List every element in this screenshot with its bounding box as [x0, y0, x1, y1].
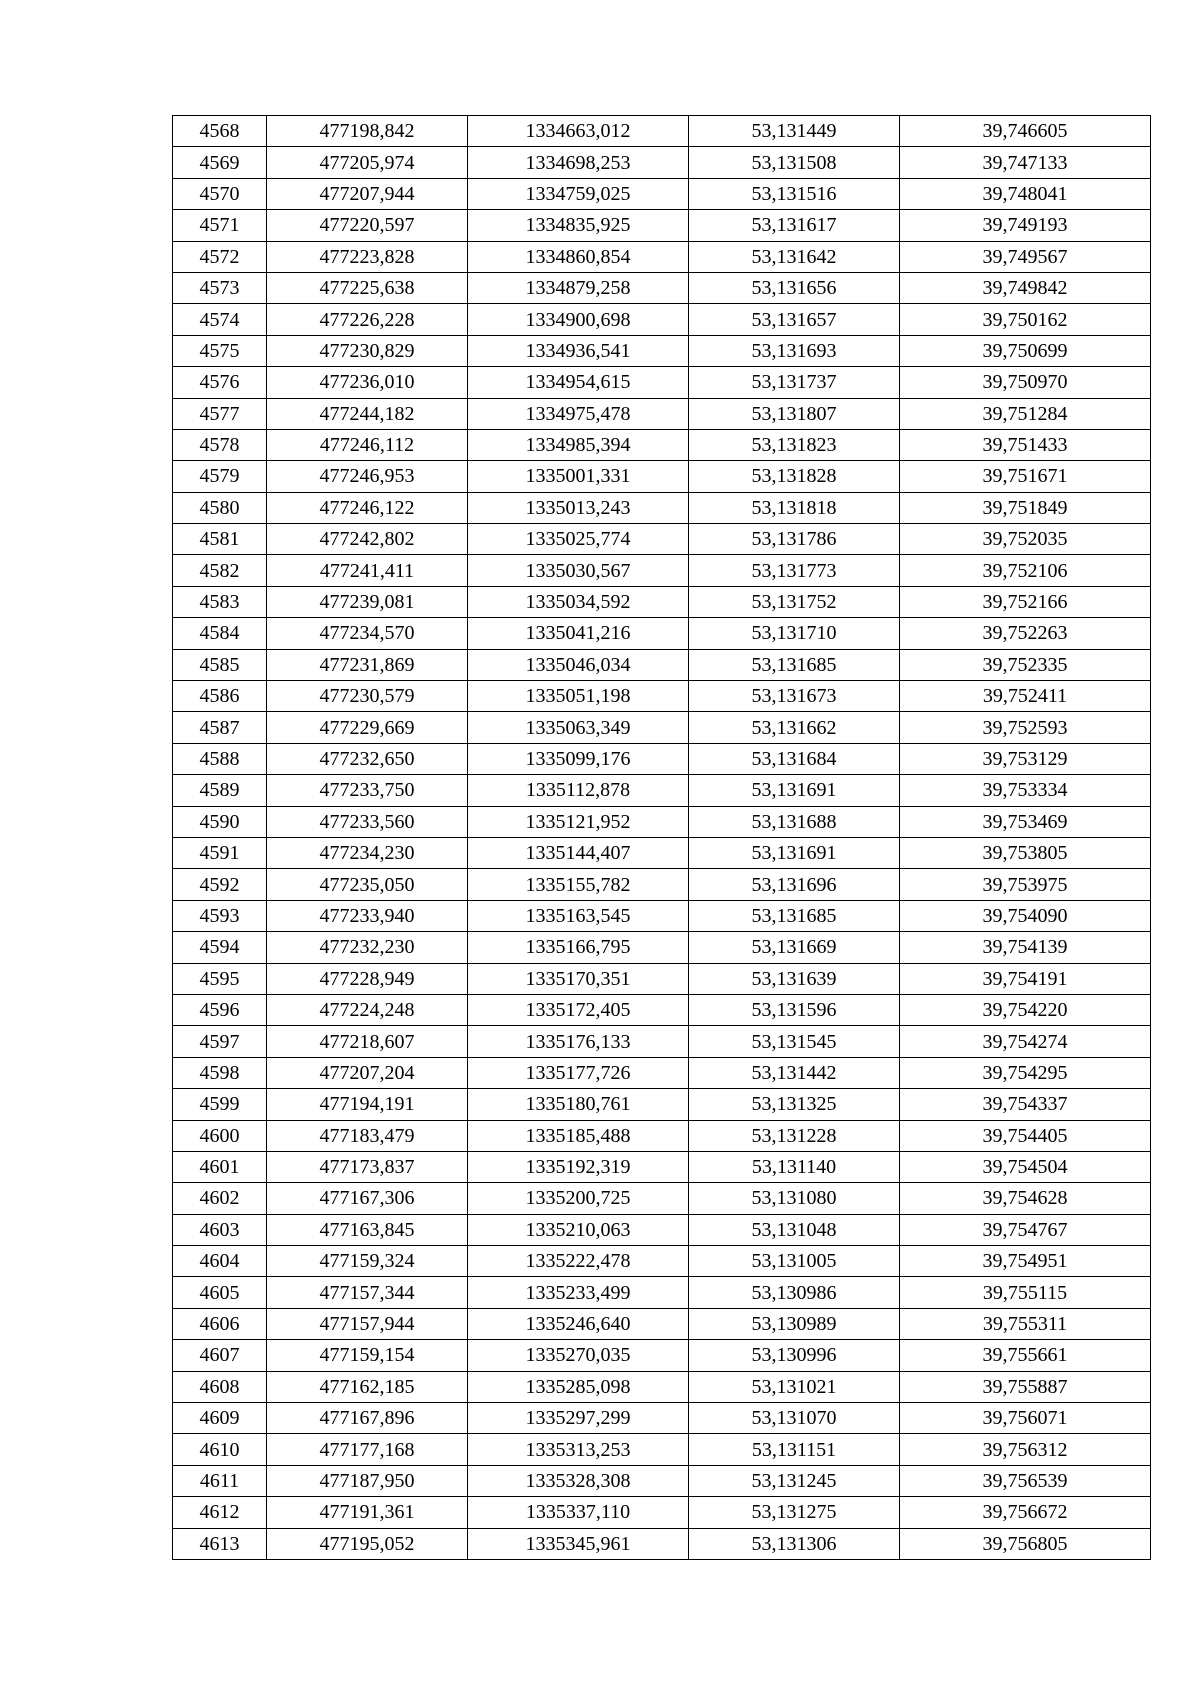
latitude-cell: 53,131828: [689, 461, 900, 492]
table-row: [173, 492, 1151, 523]
latitude-cell: 53,131508: [689, 147, 900, 178]
longitude-cell: 39,752035: [900, 524, 1151, 555]
x-coordinate-cell: 477229,669: [267, 712, 468, 743]
longitude-cell: 39,755887: [900, 1371, 1151, 1402]
x-coordinate-cell: 477231,869: [267, 649, 468, 680]
point-number-cell: 4595: [173, 963, 267, 994]
x-coordinate-cell: 477233,940: [267, 900, 468, 931]
latitude-cell: 53,131596: [689, 994, 900, 1025]
latitude-cell: 53,131657: [689, 304, 900, 335]
y-coordinate-cell: 1335170,351: [468, 963, 689, 994]
longitude-cell: 39,754274: [900, 1026, 1151, 1057]
longitude-cell: 39,754220: [900, 994, 1151, 1025]
longitude-cell: 39,754337: [900, 1089, 1151, 1120]
longitude-cell: 39,752593: [900, 712, 1151, 743]
longitude-cell: 39,754767: [900, 1214, 1151, 1245]
point-number-cell: 4610: [173, 1434, 267, 1465]
point-number-cell: 4606: [173, 1308, 267, 1339]
y-coordinate-cell: 1335063,349: [468, 712, 689, 743]
table-row: [173, 712, 1151, 743]
y-coordinate-cell: 1335121,952: [468, 806, 689, 837]
point-number-cell: 4568: [173, 116, 267, 147]
point-number-cell: 4612: [173, 1497, 267, 1528]
table-row: [173, 272, 1151, 303]
point-number-cell: 4613: [173, 1528, 267, 1559]
point-number-cell: 4581: [173, 524, 267, 555]
latitude-cell: 53,131516: [689, 178, 900, 209]
x-coordinate-cell: 477241,411: [267, 555, 468, 586]
latitude-cell: 53,131449: [689, 116, 900, 147]
longitude-cell: 39,754139: [900, 932, 1151, 963]
coordinates-table-body: [173, 116, 1151, 1560]
longitude-cell: 39,756539: [900, 1465, 1151, 1496]
longitude-cell: 39,750162: [900, 304, 1151, 335]
latitude-cell: 53,131752: [689, 586, 900, 617]
x-coordinate-cell: 477234,570: [267, 618, 468, 649]
x-coordinate-cell: 477230,829: [267, 335, 468, 366]
point-number-cell: 4586: [173, 681, 267, 712]
table-row: [173, 618, 1151, 649]
latitude-cell: 53,131696: [689, 869, 900, 900]
coordinates-table: [172, 115, 1151, 1560]
latitude-cell: 53,131140: [689, 1151, 900, 1182]
x-coordinate-cell: 477162,185: [267, 1371, 468, 1402]
latitude-cell: 53,131691: [689, 775, 900, 806]
latitude-cell: 53,131228: [689, 1120, 900, 1151]
table-row: [173, 116, 1151, 147]
point-number-cell: 4576: [173, 367, 267, 398]
longitude-cell: 39,748041: [900, 178, 1151, 209]
table-row: [173, 586, 1151, 617]
y-coordinate-cell: 1334954,615: [468, 367, 689, 398]
y-coordinate-cell: 1334698,253: [468, 147, 689, 178]
x-coordinate-cell: 477224,248: [267, 994, 468, 1025]
latitude-cell: 53,131325: [689, 1089, 900, 1120]
x-coordinate-cell: 477246,953: [267, 461, 468, 492]
point-number-cell: 4584: [173, 618, 267, 649]
longitude-cell: 39,753975: [900, 869, 1151, 900]
y-coordinate-cell: 1335222,478: [468, 1246, 689, 1277]
y-coordinate-cell: 1335163,545: [468, 900, 689, 931]
longitude-cell: 39,751671: [900, 461, 1151, 492]
x-coordinate-cell: 477233,560: [267, 806, 468, 837]
longitude-cell: 39,755115: [900, 1277, 1151, 1308]
latitude-cell: 53,131786: [689, 524, 900, 555]
table-row: [173, 1340, 1151, 1371]
latitude-cell: 53,131685: [689, 900, 900, 931]
longitude-cell: 39,754504: [900, 1151, 1151, 1182]
table-row: [173, 1403, 1151, 1434]
table-row: [173, 367, 1151, 398]
table-row: [173, 1528, 1151, 1559]
longitude-cell: 39,755661: [900, 1340, 1151, 1371]
longitude-cell: 39,749567: [900, 241, 1151, 272]
table-row: [173, 1151, 1151, 1182]
x-coordinate-cell: 477195,052: [267, 1528, 468, 1559]
y-coordinate-cell: 1335328,308: [468, 1465, 689, 1496]
x-coordinate-cell: 477177,168: [267, 1434, 468, 1465]
point-number-cell: 4611: [173, 1465, 267, 1496]
x-coordinate-cell: 477239,081: [267, 586, 468, 617]
x-coordinate-cell: 477235,050: [267, 869, 468, 900]
table-row: [173, 1308, 1151, 1339]
x-coordinate-cell: 477159,154: [267, 1340, 468, 1371]
latitude-cell: 53,131773: [689, 555, 900, 586]
point-number-cell: 4587: [173, 712, 267, 743]
y-coordinate-cell: 1335155,782: [468, 869, 689, 900]
point-number-cell: 4605: [173, 1277, 267, 1308]
x-coordinate-cell: 477183,479: [267, 1120, 468, 1151]
longitude-cell: 39,753469: [900, 806, 1151, 837]
x-coordinate-cell: 477228,949: [267, 963, 468, 994]
point-number-cell: 4582: [173, 555, 267, 586]
table-row: [173, 1214, 1151, 1245]
x-coordinate-cell: 477226,228: [267, 304, 468, 335]
latitude-cell: 53,131048: [689, 1214, 900, 1245]
latitude-cell: 53,131710: [689, 618, 900, 649]
table-row: [173, 429, 1151, 460]
x-coordinate-cell: 477236,010: [267, 367, 468, 398]
latitude-cell: 53,131684: [689, 743, 900, 774]
latitude-cell: 53,131823: [689, 429, 900, 460]
point-number-cell: 4608: [173, 1371, 267, 1402]
point-number-cell: 4573: [173, 272, 267, 303]
y-coordinate-cell: 1335172,405: [468, 994, 689, 1025]
longitude-cell: 39,751284: [900, 398, 1151, 429]
x-coordinate-cell: 477157,344: [267, 1277, 468, 1308]
y-coordinate-cell: 1335001,331: [468, 461, 689, 492]
y-coordinate-cell: 1335313,253: [468, 1434, 689, 1465]
longitude-cell: 39,746605: [900, 116, 1151, 147]
y-coordinate-cell: 1335013,243: [468, 492, 689, 523]
latitude-cell: 53,130986: [689, 1277, 900, 1308]
table-row: [173, 178, 1151, 209]
table-row: [173, 210, 1151, 241]
y-coordinate-cell: 1335233,499: [468, 1277, 689, 1308]
latitude-cell: 53,131642: [689, 241, 900, 272]
x-coordinate-cell: 477244,182: [267, 398, 468, 429]
x-coordinate-cell: 477187,950: [267, 1465, 468, 1496]
latitude-cell: 53,131669: [689, 932, 900, 963]
longitude-cell: 39,752106: [900, 555, 1151, 586]
longitude-cell: 39,754951: [900, 1246, 1151, 1277]
longitude-cell: 39,752166: [900, 586, 1151, 617]
table-row: [173, 1277, 1151, 1308]
point-number-cell: 4594: [173, 932, 267, 963]
x-coordinate-cell: 477205,974: [267, 147, 468, 178]
y-coordinate-cell: 1335285,098: [468, 1371, 689, 1402]
latitude-cell: 53,130989: [689, 1308, 900, 1339]
longitude-cell: 39,749842: [900, 272, 1151, 303]
table-row: [173, 1497, 1151, 1528]
x-coordinate-cell: 477198,842: [267, 116, 468, 147]
x-coordinate-cell: 477167,306: [267, 1183, 468, 1214]
point-number-cell: 4589: [173, 775, 267, 806]
x-coordinate-cell: 477234,230: [267, 837, 468, 868]
y-coordinate-cell: 1334936,541: [468, 335, 689, 366]
point-number-cell: 4572: [173, 241, 267, 272]
latitude-cell: 53,131818: [689, 492, 900, 523]
longitude-cell: 39,753805: [900, 837, 1151, 868]
y-coordinate-cell: 1334975,478: [468, 398, 689, 429]
latitude-cell: 53,131617: [689, 210, 900, 241]
latitude-cell: 53,131070: [689, 1403, 900, 1434]
table-row: [173, 398, 1151, 429]
longitude-cell: 39,754405: [900, 1120, 1151, 1151]
point-number-cell: 4588: [173, 743, 267, 774]
table-row: [173, 555, 1151, 586]
table-row: [173, 1465, 1151, 1496]
x-coordinate-cell: 477207,204: [267, 1057, 468, 1088]
longitude-cell: 39,751849: [900, 492, 1151, 523]
latitude-cell: 53,131673: [689, 681, 900, 712]
latitude-cell: 53,131080: [689, 1183, 900, 1214]
y-coordinate-cell: 1335025,774: [468, 524, 689, 555]
longitude-cell: 39,754295: [900, 1057, 1151, 1088]
table-row: [173, 869, 1151, 900]
table-row: [173, 304, 1151, 335]
table-row: [173, 1183, 1151, 1214]
latitude-cell: 53,131639: [689, 963, 900, 994]
table-row: [173, 649, 1151, 680]
y-coordinate-cell: 1334879,258: [468, 272, 689, 303]
y-coordinate-cell: 1335297,299: [468, 1403, 689, 1434]
latitude-cell: 53,131275: [689, 1497, 900, 1528]
point-number-cell: 4602: [173, 1183, 267, 1214]
y-coordinate-cell: 1335210,063: [468, 1214, 689, 1245]
y-coordinate-cell: 1335166,795: [468, 932, 689, 963]
point-number-cell: 4583: [173, 586, 267, 617]
x-coordinate-cell: 477220,597: [267, 210, 468, 241]
longitude-cell: 39,753334: [900, 775, 1151, 806]
point-number-cell: 4607: [173, 1340, 267, 1371]
x-coordinate-cell: 477230,579: [267, 681, 468, 712]
x-coordinate-cell: 477232,230: [267, 932, 468, 963]
point-number-cell: 4600: [173, 1120, 267, 1151]
x-coordinate-cell: 477232,650: [267, 743, 468, 774]
longitude-cell: 39,753129: [900, 743, 1151, 774]
y-coordinate-cell: 1335180,761: [468, 1089, 689, 1120]
table-row: [173, 147, 1151, 178]
y-coordinate-cell: 1335200,725: [468, 1183, 689, 1214]
x-coordinate-cell: 477218,607: [267, 1026, 468, 1057]
y-coordinate-cell: 1335034,592: [468, 586, 689, 617]
latitude-cell: 53,131545: [689, 1026, 900, 1057]
table-row: [173, 1057, 1151, 1088]
longitude-cell: 39,752263: [900, 618, 1151, 649]
y-coordinate-cell: 1335192,319: [468, 1151, 689, 1182]
point-number-cell: 4580: [173, 492, 267, 523]
table-row: [173, 1089, 1151, 1120]
point-number-cell: 4591: [173, 837, 267, 868]
latitude-cell: 53,131688: [689, 806, 900, 837]
table-row: [173, 1371, 1151, 1402]
point-number-cell: 4597: [173, 1026, 267, 1057]
table-row: [173, 806, 1151, 837]
x-coordinate-cell: 477207,944: [267, 178, 468, 209]
x-coordinate-cell: 477159,324: [267, 1246, 468, 1277]
x-coordinate-cell: 477233,750: [267, 775, 468, 806]
x-coordinate-cell: 477167,896: [267, 1403, 468, 1434]
longitude-cell: 39,752335: [900, 649, 1151, 680]
latitude-cell: 53,130996: [689, 1340, 900, 1371]
point-number-cell: 4571: [173, 210, 267, 241]
y-coordinate-cell: 1335270,035: [468, 1340, 689, 1371]
longitude-cell: 39,750699: [900, 335, 1151, 366]
point-number-cell: 4578: [173, 429, 267, 460]
x-coordinate-cell: 477223,828: [267, 241, 468, 272]
latitude-cell: 53,131245: [689, 1465, 900, 1496]
latitude-cell: 53,131685: [689, 649, 900, 680]
longitude-cell: 39,756805: [900, 1528, 1151, 1559]
latitude-cell: 53,131151: [689, 1434, 900, 1465]
latitude-cell: 53,131737: [689, 367, 900, 398]
y-coordinate-cell: 1334860,854: [468, 241, 689, 272]
point-number-cell: 4599: [173, 1089, 267, 1120]
latitude-cell: 53,131656: [689, 272, 900, 303]
y-coordinate-cell: 1335177,726: [468, 1057, 689, 1088]
y-coordinate-cell: 1334759,025: [468, 178, 689, 209]
table-row: [173, 681, 1151, 712]
y-coordinate-cell: 1335176,133: [468, 1026, 689, 1057]
latitude-cell: 53,131691: [689, 837, 900, 868]
latitude-cell: 53,131807: [689, 398, 900, 429]
point-number-cell: 4604: [173, 1246, 267, 1277]
x-coordinate-cell: 477194,191: [267, 1089, 468, 1120]
table-row: [173, 963, 1151, 994]
x-coordinate-cell: 477246,122: [267, 492, 468, 523]
longitude-cell: 39,751433: [900, 429, 1151, 460]
x-coordinate-cell: 477242,802: [267, 524, 468, 555]
x-coordinate-cell: 477157,944: [267, 1308, 468, 1339]
table-row: [173, 461, 1151, 492]
point-number-cell: 4577: [173, 398, 267, 429]
x-coordinate-cell: 477163,845: [267, 1214, 468, 1245]
x-coordinate-cell: 477246,112: [267, 429, 468, 460]
longitude-cell: 39,749193: [900, 210, 1151, 241]
latitude-cell: 53,131306: [689, 1528, 900, 1559]
y-coordinate-cell: 1335185,488: [468, 1120, 689, 1151]
point-number-cell: 4601: [173, 1151, 267, 1182]
x-coordinate-cell: 477225,638: [267, 272, 468, 303]
y-coordinate-cell: 1335030,567: [468, 555, 689, 586]
table-row: [173, 1246, 1151, 1277]
y-coordinate-cell: 1335046,034: [468, 649, 689, 680]
table-row: [173, 775, 1151, 806]
y-coordinate-cell: 1335041,216: [468, 618, 689, 649]
latitude-cell: 53,131662: [689, 712, 900, 743]
longitude-cell: 39,756312: [900, 1434, 1151, 1465]
longitude-cell: 39,756672: [900, 1497, 1151, 1528]
x-coordinate-cell: 477191,361: [267, 1497, 468, 1528]
longitude-cell: 39,754191: [900, 963, 1151, 994]
y-coordinate-cell: 1335246,640: [468, 1308, 689, 1339]
y-coordinate-cell: 1334985,394: [468, 429, 689, 460]
table-row: [173, 1120, 1151, 1151]
longitude-cell: 39,752411: [900, 681, 1151, 712]
longitude-cell: 39,756071: [900, 1403, 1151, 1434]
table-row: [173, 524, 1151, 555]
table-row: [173, 335, 1151, 366]
point-number-cell: 4593: [173, 900, 267, 931]
y-coordinate-cell: 1335099,176: [468, 743, 689, 774]
table-row: [173, 1026, 1151, 1057]
y-coordinate-cell: 1334663,012: [468, 116, 689, 147]
longitude-cell: 39,747133: [900, 147, 1151, 178]
table-row: [173, 241, 1151, 272]
table-row: [173, 837, 1151, 868]
point-number-cell: 4603: [173, 1214, 267, 1245]
y-coordinate-cell: 1335337,110: [468, 1497, 689, 1528]
table-row: [173, 932, 1151, 963]
y-coordinate-cell: 1335112,878: [468, 775, 689, 806]
y-coordinate-cell: 1335144,407: [468, 837, 689, 868]
table-row: [173, 743, 1151, 774]
point-number-cell: 4574: [173, 304, 267, 335]
longitude-cell: 39,754090: [900, 900, 1151, 931]
latitude-cell: 53,131021: [689, 1371, 900, 1402]
longitude-cell: 39,754628: [900, 1183, 1151, 1214]
table-row: [173, 1434, 1151, 1465]
point-number-cell: 4585: [173, 649, 267, 680]
longitude-cell: 39,755311: [900, 1308, 1151, 1339]
point-number-cell: 4575: [173, 335, 267, 366]
latitude-cell: 53,131005: [689, 1246, 900, 1277]
point-number-cell: 4579: [173, 461, 267, 492]
longitude-cell: 39,750970: [900, 367, 1151, 398]
y-coordinate-cell: 1334900,698: [468, 304, 689, 335]
table-row: [173, 900, 1151, 931]
point-number-cell: 4570: [173, 178, 267, 209]
y-coordinate-cell: 1335051,198: [468, 681, 689, 712]
point-number-cell: 4592: [173, 869, 267, 900]
point-number-cell: 4590: [173, 806, 267, 837]
latitude-cell: 53,131693: [689, 335, 900, 366]
table-row: [173, 994, 1151, 1025]
x-coordinate-cell: 477173,837: [267, 1151, 468, 1182]
y-coordinate-cell: 1335345,961: [468, 1528, 689, 1559]
latitude-cell: 53,131442: [689, 1057, 900, 1088]
point-number-cell: 4609: [173, 1403, 267, 1434]
point-number-cell: 4569: [173, 147, 267, 178]
y-coordinate-cell: 1334835,925: [468, 210, 689, 241]
point-number-cell: 4598: [173, 1057, 267, 1088]
point-number-cell: 4596: [173, 994, 267, 1025]
